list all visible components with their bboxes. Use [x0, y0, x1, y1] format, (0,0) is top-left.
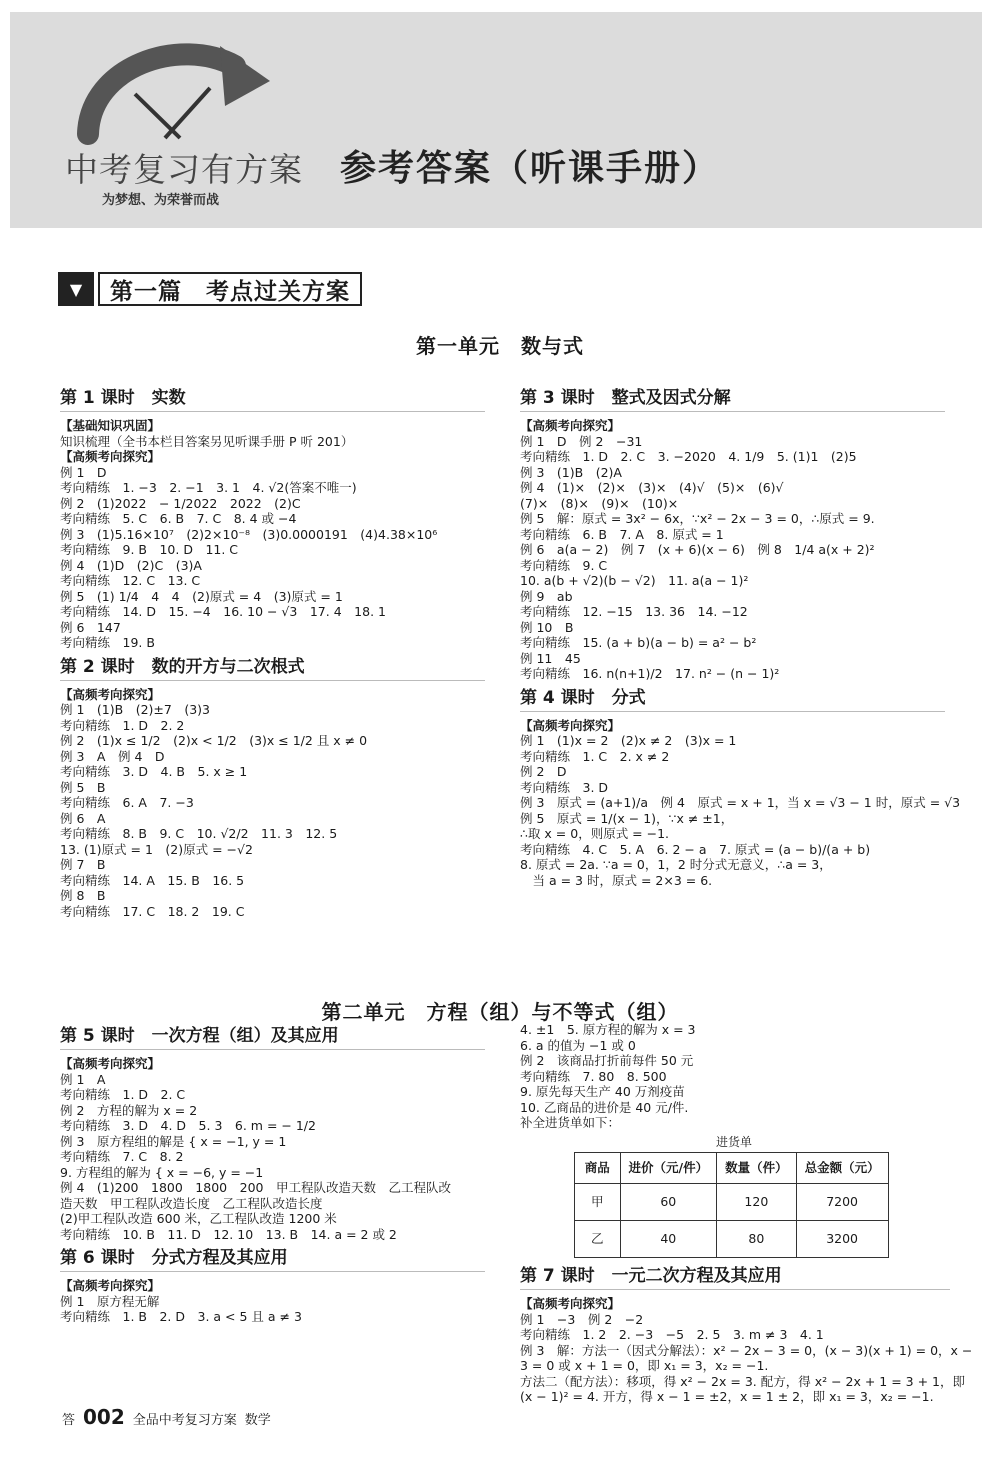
page-footer — [62, 1405, 271, 1429]
answer-line: 例 1 原方程无解 — [60, 1293, 160, 1309]
answer-line: 例 2 D — [520, 764, 567, 779]
purchase-table-wrap — [574, 1135, 950, 1259]
answer-line: 考向精练 1. B 2. D 3. a < 5 且 a ≠ 3 — [60, 1309, 302, 1324]
table-cell: 120 — [717, 1184, 797, 1221]
left-column-unit1 — [60, 382, 485, 919]
answer-line: 例 2 该商品打折前每件 50 元 — [520, 1053, 694, 1068]
answer-line: 例 1 D 例 2 −31 — [520, 433, 643, 449]
answer-line: 例 6 a(a − 2) 例 7 (x + 6)(x − 6) 例 8 1/4 a(x + 2)² — [520, 542, 875, 557]
table-body — [575, 1184, 889, 1258]
lesson-title: 第 4 课时 分式 — [520, 686, 945, 712]
table-cell: 3200 — [796, 1221, 888, 1258]
section-label: 【高频考向探究】 — [520, 717, 621, 733]
answer-line: 10. a(b + √2)(b − √2) 11. a(a − 1)² — [520, 573, 749, 588]
answer-line: 当 a = 3 时，原式 = 2×3 = 6. — [520, 872, 713, 888]
right-column-unit2-bottom — [520, 1264, 973, 1405]
table-row — [575, 1184, 889, 1221]
answer-line: 例 5 原式 = 1/(x − 1)，∵x ≠ ±1， — [520, 810, 734, 826]
unit-title-2: 第二单元 方程（组）与不等式（组） — [321, 1000, 679, 1024]
answer-line: 10. 乙商品的进价是 40 元/件. — [520, 1099, 689, 1115]
answer-line: 例 4 (1)× (2)× (3)× (4)√ (5)× (6)√ — [520, 480, 784, 495]
answer-line: 考向精练 3. D 4. B 5. x ≥ 1 — [60, 764, 248, 779]
answer-line: 造天数 甲工程队改造长度 乙工程队改造长度 — [60, 1195, 323, 1211]
lesson-title: 第 2 课时 数的开方与二次根式 — [60, 655, 485, 681]
answer-line: 例 3 (1)5.16×10⁷ (2)2×10⁻⁸ (3)0.0000191 (4)4.38×10⁶ — [60, 526, 438, 542]
answer-line: 例 5 (1) 1/4 4 4 (2)原式 = 4 (3)原式 = 1 — [60, 588, 343, 604]
answer-line: 8. 原式 = 2a. ∵a = 0，1，2 时分式无意义，∴a = 3， — [520, 857, 832, 872]
answer-line: 例 4 (1)200 1800 1800 200 甲工程队改造天数 乙工程队改 — [60, 1180, 451, 1195]
brand-name: 中考复习有方案 — [65, 150, 303, 189]
lesson-title: 第 1 课时 实数 — [60, 386, 485, 412]
answer-line: 13. (1)原式 = 1 (2)原式 = −√2 — [60, 841, 253, 857]
answer-line: 考向精练 7. 80 8. 500 — [520, 1068, 667, 1084]
section-label: 【高频考向探究】 — [60, 1056, 161, 1071]
answer-line: 例 6 147 — [60, 619, 121, 635]
subject-name: 数学 — [244, 1413, 271, 1428]
answer-line: 例 1 (1)B (2)±7 (3)3 — [60, 702, 211, 717]
answer-line: 考向精练 9. B 10. D 11. C — [60, 542, 239, 557]
answer-line: 考向精练 4. C 5. A 6. 2 − a 7. 原式 = (a − b)/(a + b) — [520, 841, 871, 857]
answer-line: 考向精练 3. D 4. D 5. 3 6. m = − 1/2 — [60, 1118, 316, 1133]
answer-line: 考向精练 1. D 2. 2 — [60, 717, 185, 733]
answer-line: 例 3 (1)B (2)A — [520, 464, 622, 480]
answer-line: 例 1 D — [60, 464, 107, 480]
answer-line: 考向精练 9. C — [520, 557, 608, 573]
table-header-cell: 数量（件） — [717, 1153, 797, 1184]
lesson-title: 第 5 课时 一次方程（组）及其应用 — [60, 1024, 485, 1050]
answer-line: 4. ±1 5. 原方程的解为 x = 3 — [520, 1022, 696, 1037]
answer-line: 考向精练 15. (a + b)(a − b) = a² − b² — [520, 635, 757, 650]
answer-line: 例 1 −3 例 2 −2 — [520, 1311, 644, 1327]
answer-line: 例 5 解：原式 = 3x² − 6x，∵x² − 2x − 3 = 0，∴原式 = 9. — [520, 511, 875, 526]
answer-line: 考向精练 1. D 2. C — [60, 1087, 186, 1102]
answer-line: 考向精练 1. −3 2. −1 3. 1 4. √2(答案不唯一) — [60, 480, 357, 495]
table-header-cell: 总金额（元） — [796, 1153, 888, 1184]
arrow-check-logo-icon — [70, 26, 290, 146]
answer-line: 考向精练 8. B 9. C 10. √2/2 11. 3 12. 5 — [60, 826, 338, 841]
right-column-unit2-top — [520, 1022, 950, 1131]
page-title: 参考答案（听课手册） — [340, 148, 721, 189]
part-heading — [58, 272, 362, 306]
answer-line: 考向精练 14. D 15. −4 16. 10 − √3 17. 4 18. 1 — [60, 604, 386, 619]
answer-line: (7)× (8)× (9)× (10)× — [520, 495, 679, 511]
unit-title-1: 第一单元 数与式 — [416, 334, 584, 358]
answer-line: 6. a 的值为 −1 或 0 — [520, 1037, 636, 1053]
brand-slogan: 为梦想、为荣誉而战 — [102, 193, 220, 208]
answer-line: 考向精练 19. B — [60, 635, 155, 650]
answer-line: 考向精练 17. C 18. 2 19. C — [60, 903, 245, 919]
page-number: 002 — [83, 1405, 125, 1429]
answer-line: 考向精练 10. B 11. D 12. 10 13. B 14. a = 2 或 2 — [60, 1226, 397, 1242]
answer-line: 9. 原先每天生产 40 万剂疫苗 — [520, 1084, 685, 1099]
answer-line: 知识梳理（全书本栏目答案另见听课手册 P 听 201） — [60, 433, 354, 449]
answer-line: 例 5 B — [60, 779, 106, 795]
answer-line: 例 3 原方程组的解是 { x = −1, y = 1 — [60, 1133, 287, 1149]
answer-line: 考向精练 1. C 2. x ≠ 2 — [520, 748, 670, 764]
footer-prefix: 答 — [62, 1413, 76, 1428]
answer-line: 例 1 A — [60, 1071, 106, 1087]
section-label: 【高频考向探究】 — [60, 686, 161, 702]
answer-line: 例 8 B — [60, 888, 106, 903]
answer-line: (2)甲工程队改造 600 米，乙工程队改造 1200 米 — [60, 1211, 337, 1226]
table-row — [575, 1221, 889, 1258]
table-cell: 甲 — [575, 1184, 621, 1221]
answer-line: 例 7 B — [60, 857, 106, 872]
answer-line: ∴取 x = 0，则原式 = −1. — [520, 826, 670, 841]
answer-line: 例 2 方程的解为 x = 2 — [60, 1102, 198, 1118]
answer-line: 例 9 ab — [520, 588, 573, 604]
lesson-title: 第 6 课时 分式方程及其应用 — [60, 1246, 485, 1272]
answer-line: 考向精练 12. C 13. C — [60, 573, 201, 588]
answer-line: (x − 1)² = 4. 开方，得 x − 1 = ±2，x = 1 ± 2，即 x₁ = 3，x₂ = −1. — [520, 1389, 934, 1404]
section-label: 【高频考向探究】 — [520, 1296, 621, 1311]
answer-line: 例 4 (1)D (2)C (3)A — [60, 557, 202, 573]
table-cell: 40 — [620, 1221, 717, 1258]
right-column-unit2 — [520, 1022, 973, 1405]
table-cell: 60 — [620, 1184, 717, 1221]
answer-line: 考向精练 1. D 2. C 3. −2020 4. 1/9 5. (1)1 (2)5 — [520, 449, 857, 464]
table-caption: 进货单 — [715, 1134, 752, 1149]
answer-line: 例 1 (1)x = 2 (2)x ≠ 2 (3)x = 1 — [520, 733, 737, 748]
lesson-title: 第 7 课时 一元二次方程及其应用 — [520, 1264, 950, 1290]
section-label: 【高频考向探究】 — [60, 1278, 161, 1293]
table-cell: 7200 — [796, 1184, 888, 1221]
answer-line: 例 6 A — [60, 810, 106, 826]
answer-line: 考向精练 12. −15 13. 36 14. −12 — [520, 604, 748, 619]
purchase-table — [574, 1152, 889, 1258]
answer-line: 考向精练 3. D — [520, 779, 609, 795]
right-column-unit1 — [520, 382, 961, 888]
answer-line: 考向精练 14. A 15. B 16. 5 — [60, 872, 245, 888]
answer-line: 考向精练 6. B 7. A 8. 原式 = 1 — [520, 526, 724, 542]
answer-line: 补全进货单如下： — [520, 1115, 621, 1130]
table-header-cell: 进价（元/件） — [620, 1153, 717, 1184]
answer-line: 方法二（配方法）：移项，得 x² − 2x = 3. 配方，得 x² − 2x + 1 = 3 + 1，即 — [520, 1373, 965, 1389]
section-label: 【高频考向探究】 — [520, 418, 621, 433]
lesson-title: 第 3 课时 整式及因式分解 — [520, 386, 945, 412]
answer-line: 例 2 (1)2022 − 1/2022 2022 (2)C — [60, 495, 301, 511]
answer-line: 考向精练 5. C 6. B 7. C 8. 4 或 −4 — [60, 511, 297, 526]
section-label: 【高频考向探究】 — [60, 449, 161, 464]
answer-line: 例 11 45 — [520, 650, 581, 666]
header-banner — [10, 12, 982, 228]
table-cell: 乙 — [575, 1221, 621, 1258]
answer-line: 例 10 B — [520, 619, 574, 635]
answer-line: 考向精练 16. n(n+1)/2 17. n² − (n − 1)² — [520, 666, 780, 681]
answer-line: 例 3 解：方法一（因式分解法）：x² − 2x − 3 = 0，(x − 3)(x + 1) = 0，x − — [520, 1342, 973, 1358]
answer-line: 例 2 (1)x ≤ 1/2 (2)x < 1/2 (3)x ≤ 1/2 且 x ≠ 0 — [60, 733, 368, 748]
table-cell: 80 — [717, 1221, 797, 1258]
part-heading-text: 第一篇 考点过关方案 — [98, 272, 362, 306]
answer-line: 考向精练 6. A 7. −3 — [60, 795, 194, 810]
left-column-unit2 — [60, 1020, 485, 1325]
book-name: 全品中考复习方案 — [132, 1413, 237, 1428]
answer-line: 3 = 0 或 x + 1 = 0，即 x₁ = 3，x₂ = −1. — [520, 1358, 769, 1373]
table-header-row — [575, 1153, 889, 1184]
answer-line: 考向精练 1. 2 2. −3 −5 2. 5 3. m ≠ 3 4. 1 — [520, 1327, 824, 1342]
table-header-cell: 商品 — [575, 1153, 621, 1184]
answer-line: 例 3 原式 = (a+1)/a 例 4 原式 = x + 1，当 x = √3 − 1 时，原式 = √3 — [520, 795, 961, 810]
section-label: 【基础知识巩固】 — [60, 418, 161, 433]
answer-line: 考向精练 7. C 8. 2 — [60, 1149, 184, 1164]
answer-line: 例 3 A 例 4 D — [60, 748, 165, 764]
down-triangle-icon: ▼ — [58, 272, 94, 306]
answer-line: 9. 方程组的解为 { x = −6, y = −1 — [60, 1164, 264, 1180]
